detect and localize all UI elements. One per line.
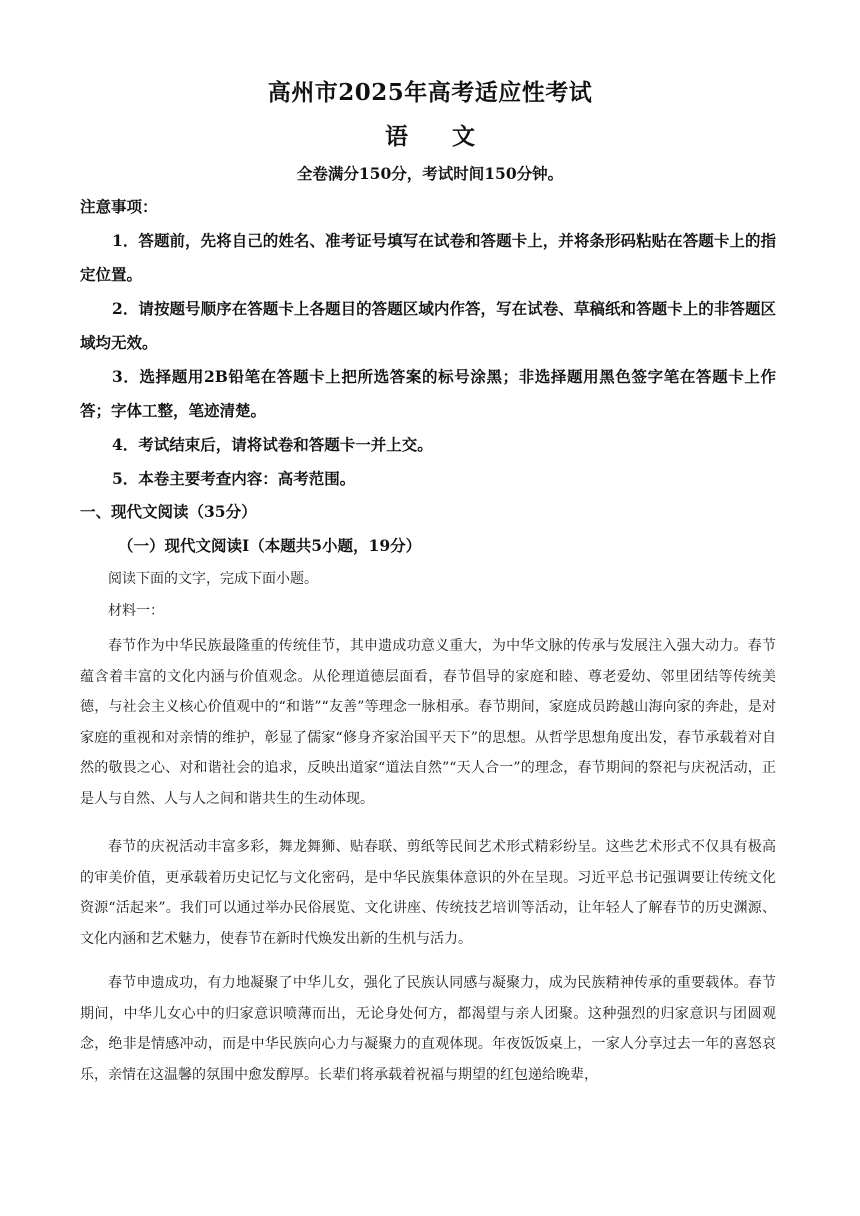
section-subheading: （一）现代文阅读Ⅰ（本题共5小题，19分）	[118, 536, 422, 555]
notice-heading: 注意事项：	[80, 197, 158, 216]
subject-title: 语 文	[384, 123, 493, 150]
section-heading: 一、现代文阅读（35分）	[80, 502, 257, 521]
paragraph-2: 春节的庆祝活动丰富多彩，舞龙舞狮、贴春联、剪纸等民间艺术形式精彩纷呈。这些艺术形式不仅具有极高的审美价值，更承载着历史记忆与文化密码，是中华民族集体意识的外在呈现。习近平总书记强调要让传统文化资源“活起来”。我们可以通过举办民俗展览、文化讲座、传统技艺培训等活动，让年轻人了解春节的历史渊源、文化内涵和艺术魅力，使春节在新时代焕发出新的生机与活力。	[80, 839, 776, 947]
notice-item-4: 4．考试结束后，请将试卷和答题卡一并上交。	[112, 435, 433, 454]
exam-title: 高州市2025年高考适应性考试	[267, 79, 593, 106]
material-label: 材料一：	[108, 603, 164, 619]
paragraph-1: 春节作为中华民族最隆重的传统佳节，其申遗成功意义重大，为中华文脉的传承与发展注入强大动力。春节蕴含着丰富的文化内涵与价值观念。从伦理道德层面看，春节倡导的家庭和睦、尊老爱幼、邻里团结等传统美德，与社会主义核心价值观中的“和谐”“友善”等理念一脉相承。春节期间，家庭成员跨越山海向家的奔赴，是对家庭的重视和对亲情的维护，彰显了儒家“修身齐家治国平天下”的思想。从哲学思想角度出发，春节承载着对自然的敬畏之心、对和谐社会的追求，反映出道家“道法自然”“天人合一”的理念，春节期间的祭祀与庆祝活动，正是人与自然、人与人之间和谐共生的生动体现。	[80, 638, 776, 807]
reading-instruction: 阅读下面的文字，完成下面小题。	[108, 571, 318, 587]
paragraph-3: 春节申遗成功，有力地凝聚了中华儿女，强化了民族认同感与凝聚力，成为民族精神传承的重要载体。春节期间，中华儿女心中的归家意识喷薄而出，无论身处何方，都渴望与亲人团聚。这种强烈的归家意识与团圆观念，绝非是情感冲动，而是中华民族向心力与凝聚力的直观体现。年夜饭饭桌上，一家人分享过去一年的喜怒哀乐，亲情在这温馨的氛围中愈发醇厚。长辈们将承载着祝福与期望的红包递给晚辈，	[80, 975, 776, 1083]
exam-info: 全卷满分150分，考试时间150分钟。	[296, 164, 564, 183]
notice-item-5: 5．本卷主要考查内容：高考范围。	[112, 469, 356, 488]
notice-item-1: 1．答题前，先将自己的姓名、准考证号填写在试卷和答题卡上，并将条形码粘贴在答题卡上的指定位置。	[80, 231, 776, 284]
notice-item-3: 3．选择题用2B铅笔在答题卡上把所选答案的标号涂黑；非选择题用黑色签字笔在答题卡上作答；字体工整，笔迹清楚。	[80, 367, 776, 420]
notice-item-2: 2．请按题号顺序在答题卡上各题目的答题区域内作答，写在试卷、草稿纸和答题卡上的非答题区域均无效。	[80, 299, 776, 352]
